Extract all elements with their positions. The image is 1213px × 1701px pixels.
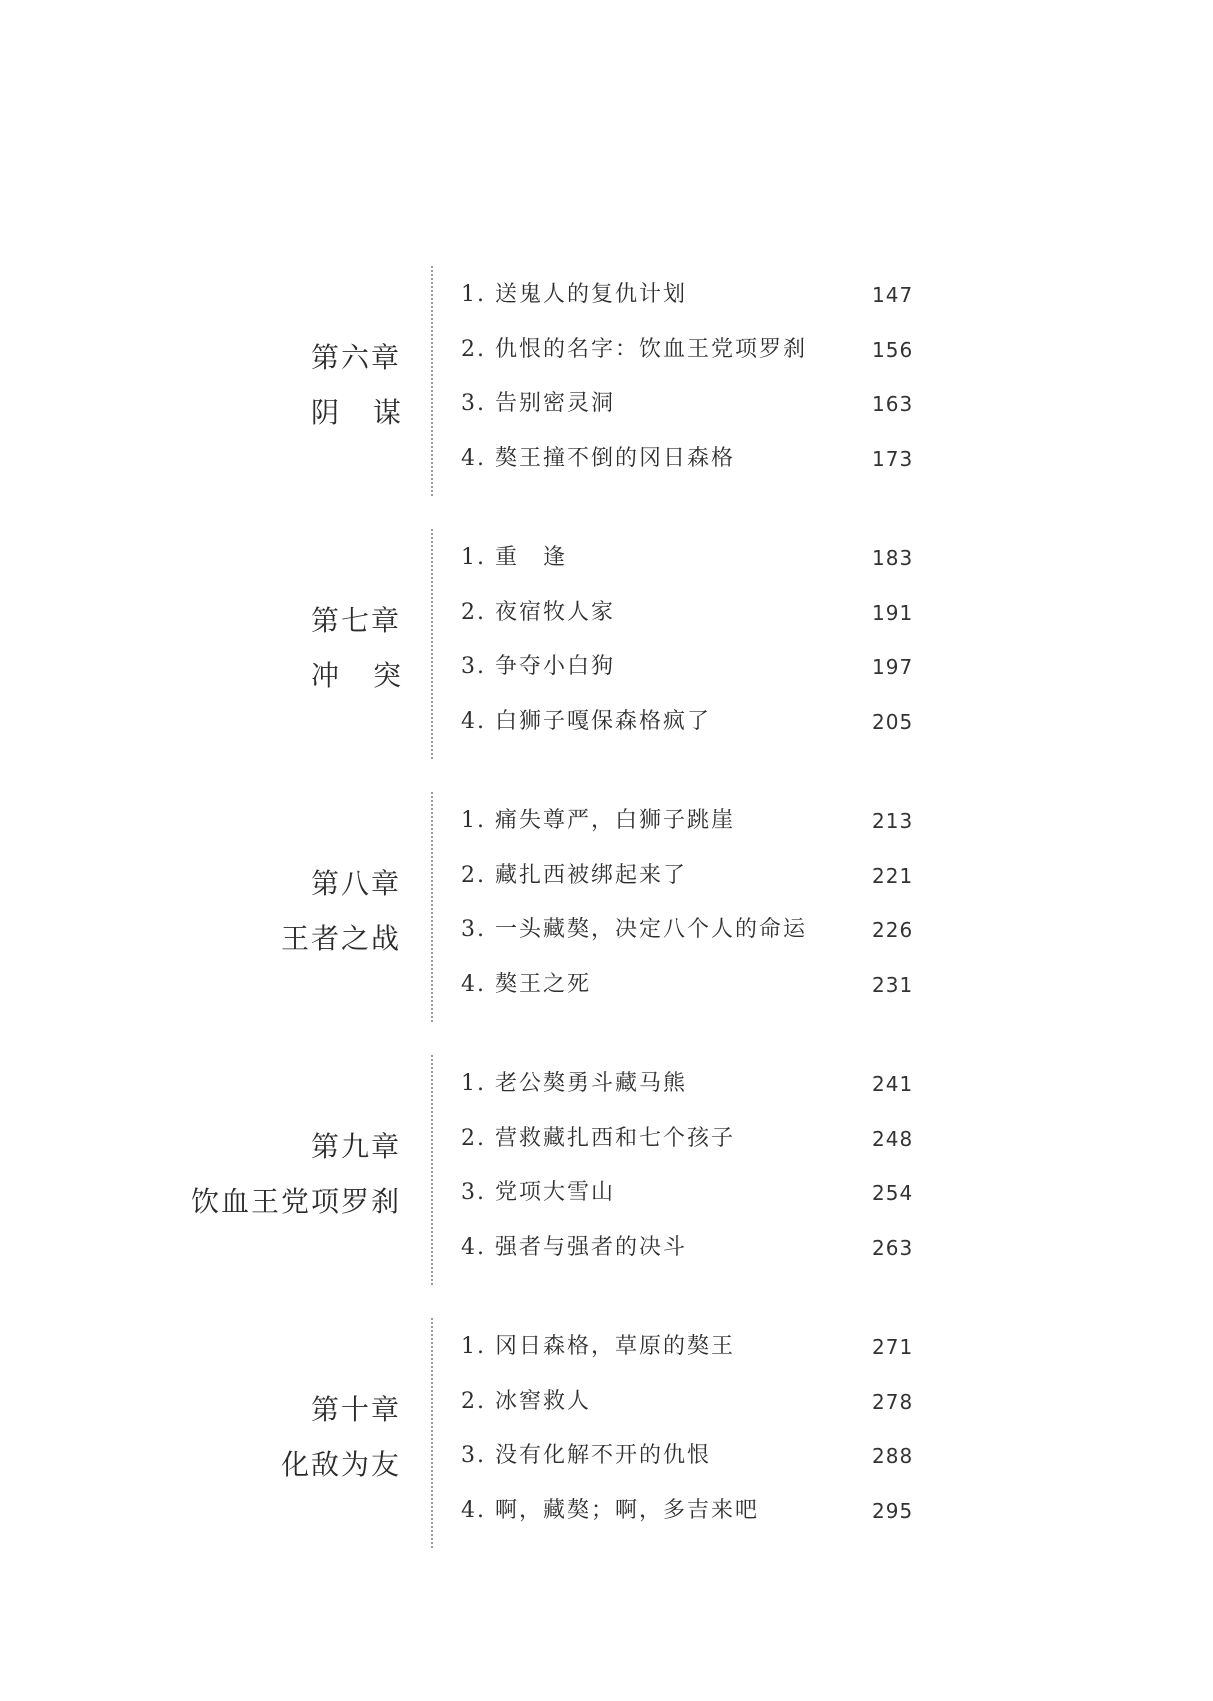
entry-title: 2. 冰窖救人 (461, 1389, 591, 1414)
toc-entry[interactable] (461, 1173, 914, 1213)
chapter-number: 第八章 (310, 867, 401, 900)
entry-title: 4. 獒王撞不倒的冈日森格 (461, 446, 735, 471)
entry-title: 1. 送鬼人的复仇计划 (461, 282, 687, 307)
dotted-divider (431, 529, 433, 759)
toc-entry[interactable] (461, 647, 914, 687)
toc-entry[interactable] (461, 856, 914, 896)
entry-title: 2. 夜宿牧人家 (461, 600, 615, 625)
entry-page-number: 248 (872, 1127, 914, 1151)
dotted-divider (431, 1055, 433, 1285)
toc-entry[interactable] (461, 593, 914, 633)
entry-page-number: 173 (872, 447, 914, 471)
entry-title: 2. 仇恨的名字：饮血王党项罗刹 (461, 337, 807, 362)
entry-title: 2. 营救藏扎西和七个孩子 (461, 1126, 735, 1151)
entry-page-number: 191 (872, 601, 914, 625)
entry-page-number: 241 (872, 1072, 914, 1096)
chapter-name: 化敌为友 (280, 1448, 401, 1481)
entry-title: 1. 冈日森格，草原的獒王 (461, 1334, 735, 1359)
chapter-section (0, 529, 1213, 759)
chapter-number: 第六章 (310, 341, 401, 374)
entry-page-number: 197 (872, 655, 914, 679)
entry-page-number: 254 (872, 1181, 914, 1205)
chapter-section (0, 1055, 1213, 1285)
entry-page-number: 221 (872, 864, 914, 888)
chapter-section (0, 266, 1213, 496)
entry-page-number: 205 (872, 710, 914, 734)
entry-page-number: 147 (872, 283, 914, 307)
toc-entry[interactable] (461, 384, 914, 424)
entry-title: 2. 藏扎西被绑起来了 (461, 863, 687, 888)
entry-page-number: 156 (872, 338, 914, 362)
toc-entry[interactable] (461, 1228, 914, 1268)
entry-page-number: 271 (872, 1335, 914, 1359)
entry-page-number: 278 (872, 1390, 914, 1414)
dotted-divider (431, 266, 433, 496)
toc-entry[interactable] (461, 910, 914, 950)
entry-title: 1. 老公獒勇斗藏马熊 (461, 1071, 687, 1096)
toc-entry[interactable] (461, 1382, 914, 1422)
entry-page-number: 183 (872, 546, 914, 570)
toc-entry[interactable] (461, 1327, 914, 1367)
toc-entry[interactable] (461, 330, 914, 370)
entry-page-number: 263 (872, 1236, 914, 1260)
entry-page-number: 295 (872, 1499, 914, 1523)
chapter-section (0, 1318, 1213, 1548)
entry-page-number: 288 (872, 1444, 914, 1468)
entry-page-number: 226 (872, 918, 914, 942)
entry-page-number: 163 (872, 392, 914, 416)
entry-title: 1. 痛失尊严，白狮子跳崖 (461, 808, 735, 833)
chapter-name: 王者之战 (280, 922, 401, 955)
toc-entry[interactable] (461, 1491, 914, 1531)
toc-entry[interactable] (461, 275, 914, 315)
toc-entry[interactable] (461, 1436, 914, 1476)
entry-title: 1. 重 逢 (461, 545, 567, 570)
chapter-number: 第十章 (310, 1393, 401, 1426)
entry-title: 4. 啊，藏獒；啊，多吉来吧 (461, 1498, 759, 1523)
toc-entry[interactable] (461, 702, 914, 742)
chapter-section (0, 792, 1213, 1022)
entry-title: 3. 告别密灵洞 (461, 391, 615, 416)
entry-page-number: 231 (872, 973, 914, 997)
entry-title: 3. 党项大雪山 (461, 1180, 615, 1205)
entry-title: 3. 一头藏獒，决定八个人的命运 (461, 917, 807, 942)
entry-title: 3. 争夺小白狗 (461, 654, 615, 679)
chapter-number: 第七章 (310, 604, 401, 637)
chapter-name: 冲突 (310, 659, 435, 692)
toc-entry[interactable] (461, 965, 914, 1005)
dotted-divider (431, 1318, 433, 1548)
dotted-divider (431, 792, 433, 1022)
entry-title: 4. 强者与强者的决斗 (461, 1235, 687, 1260)
chapter-number: 第九章 (310, 1130, 401, 1163)
chapter-name: 阴谋 (310, 396, 435, 429)
toc-entry[interactable] (461, 439, 914, 479)
entry-title: 3. 没有化解不开的仇恨 (461, 1443, 711, 1468)
toc-entry[interactable] (461, 538, 914, 578)
toc-entry[interactable] (461, 1119, 914, 1159)
toc-entry[interactable] (461, 1064, 914, 1104)
chapter-name: 饮血王党项罗刹 (190, 1185, 401, 1218)
toc-entry[interactable] (461, 801, 914, 841)
entry-title: 4. 白狮子嘎保森格疯了 (461, 709, 711, 734)
entry-title: 4. 獒王之死 (461, 972, 591, 997)
entry-page-number: 213 (872, 809, 914, 833)
